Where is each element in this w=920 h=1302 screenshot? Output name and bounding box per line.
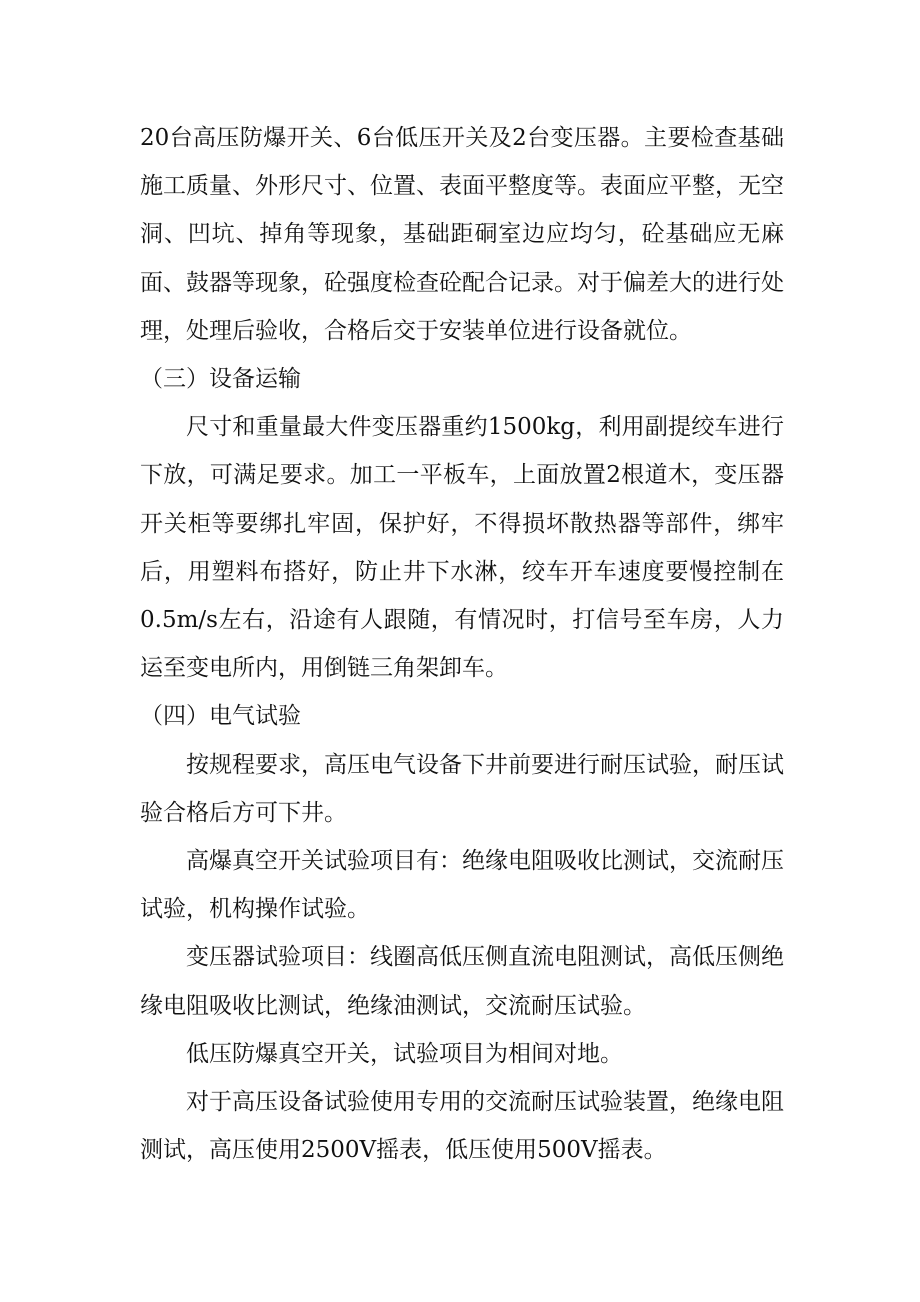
paragraph-test-equipment: 对于高压设备试验使用专用的交流耐压试验装置，绝缘电阻测试，高压使用2500V摇表，低压使用500V摇表。 — [140, 1089, 784, 1164]
paragraph-foundation-inspection: 20台高压防爆开关、6台低压开关及2台变压器。主要检查基础施工质量、外形尺寸、位置、表面平整度等。表面应平整，无空洞、凹坑、掉角等现象，基础距硐室边应均匀，砼基础应无麻面、鼓器等现象，砼强度检查砼配合记录。对于偏差大的进行处理，处理后验收，合格后交于安装单位进行设备就位。 — [140, 125, 784, 344]
section-heading-electrical-test: （四）电气试验 — [140, 703, 301, 730]
paragraph-pressure-test-rule: 按规程要求，高压电气设备下井前要进行耐压试验，耐压试验合格后方可下井。 — [140, 751, 784, 826]
document-page — [140, 114, 784, 1174]
paragraph-transformer-tests: 变压器试验项目：线圈高低压侧直流电阻测试，高低压侧绝缘电阻吸收比测试，绝缘油测试，交流耐压试验。 — [140, 944, 784, 1019]
paragraph-vacuum-switch-tests: 高爆真空开关试验项目有：绝缘电阻吸收比测试，交流耐压试验，机构操作试验。 — [140, 848, 784, 923]
paragraph-low-voltage-switch-tests: 低压防爆真空开关，试验项目为相间对地。 — [186, 1040, 623, 1067]
section-heading-equipment-transport: （三）设备运输 — [140, 366, 301, 393]
paragraph-equipment-transport: 尺寸和重量最大件变压器重约1500kg，利用副提绞车进行下放，可满足要求。加工一平板车，上面放置2根道木，变压器开关柜等要绑扎牢固，保护好，不得损坏散热器等部件，绑牢后，用塑料布搭好，防止井下水淋，绞车开车速度要慢控制在0.5m/s左右，沿途有人跟随，有情况时，打信号至车房，人力运至变电所内，用倒链三角架卸车。 — [140, 414, 784, 682]
